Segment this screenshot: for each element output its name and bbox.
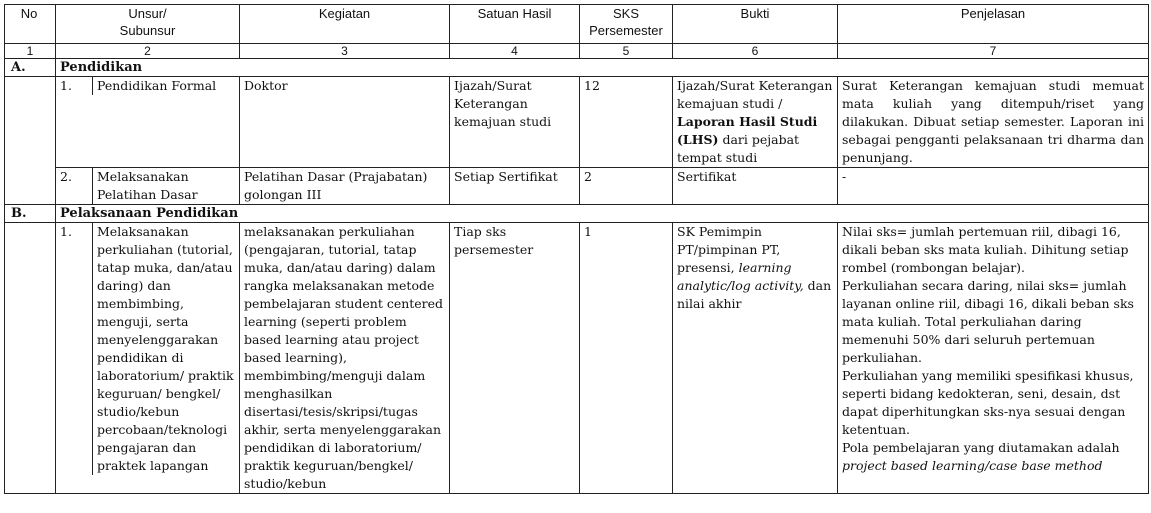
row-a1-penjelasan: Surat Keterangan kemajuan studi memuat mata kuliah yang ditempuh/riset yang dilakukan. Dibuat setiap semester. Laporan ini sebagai pengganti pelaksanaan tri dharma dan penunjang. (838, 77, 1149, 168)
row-b1-unsur-cell (56, 223, 240, 494)
row-b1-no: 1. (56, 223, 93, 475)
row-a1-no: 1. (56, 77, 93, 95)
column-number-row (5, 44, 1149, 59)
column-number-4: 4 (450, 44, 580, 59)
header-row (5, 5, 1149, 44)
section-a-title: Pendidikan (56, 59, 1149, 77)
row-b1-penjelasan-p4: Pola pembelajaran yang diutamakan adalah (842, 440, 1120, 455)
row-b1-bukti (673, 223, 838, 494)
row-b1-penjelasan-p2: Perkuliahan secara daring, nilai sks= jumlah layanan online riil, dibagi 16, dikali beban sks mata kuliah. Total perkuliahan daring memenuhi 50% dari seluruh pertemuan perkuliahan. (842, 278, 1134, 365)
row-b1-unsur: Melaksanakan perkuliahan (tutorial, tatap muka, dan/atau daring) dan membimbing, menguji, serta menyelenggarakan pendidikan di laboratorium/ praktik keguruan/ bengkel/ studio/kebun percobaan/teknologi pengajaran dan praktek lapangan (97, 224, 234, 473)
row-b1-sks: 1 (580, 223, 673, 494)
header-sks-line2: Persemester (589, 23, 663, 38)
section-a-letter: A. (5, 59, 56, 77)
row-b1-bukti-text2: dan nilai akhir (677, 278, 832, 311)
table-row (5, 77, 1149, 168)
row-a2-penjelasan: - (838, 168, 1149, 205)
row-a1-bukti-text2: dari pejabat tempat studi (677, 132, 800, 165)
row-b1-bukti-italic: learning analytic/log activity, (677, 260, 804, 293)
row-b1-penjelasan-p1: Nilai sks= jumlah pertemuan riil, dibagi 16, dikali beban sks mata kuliah. Dihitung setiap rombel (rombongan belajar). (842, 224, 1129, 275)
header-sks (580, 5, 673, 44)
header-bukti-label: Bukti (740, 6, 770, 21)
row-b1-kegiatan: melaksanakan perkuliahan (pengajaran, tutorial, tatap muka, dan/atau daring) dalam rangka melaksanakan metode pembelajaran student centered learning (seperti problem based learning atau project based learning), membimbing/menguji dalam menghasilkan disertasi/tesis/skripsi/tugas akhir, serta menyelenggarakan pendidikan di laboratorium/ praktik keguruan/bengkel/ studio/kebun (240, 223, 450, 494)
row-a1-bukti-bold: Laporan Hasil Studi (LHS) (677, 114, 818, 147)
header-penjelasan (838, 5, 1149, 44)
header-unsur-line2: Subunsur (119, 23, 176, 38)
row-a2-unsur: Melaksanakan Pelatihan Dasar (97, 169, 198, 202)
row-b1-satuan-hasil: Tiap sks persemester (450, 223, 580, 494)
header-satuan-hasil (450, 5, 580, 44)
row-a1-sks: 12 (580, 77, 673, 168)
indent-cell (5, 223, 56, 494)
row-a1-bukti-text1: Ijazah/Surat Keterangan kemajuan studi / (677, 78, 833, 111)
header-penjelasan-label: Penjelasan (960, 6, 1026, 21)
column-number-2: 2 (56, 44, 240, 59)
header-no-label: No (20, 6, 38, 21)
header-unsur (56, 5, 240, 44)
row-a2-unsur-cell (56, 168, 240, 205)
header-kegiatan (240, 5, 450, 44)
table-row (5, 168, 1149, 205)
row-a2-sks: 2 (580, 168, 673, 205)
header-sks-line1: SKS (612, 6, 639, 21)
row-b1-bukti-text1: SK Pemimpin PT/pimpinan PT, presensi, (677, 224, 781, 275)
header-satuan-hasil-label: Satuan Hasil (477, 6, 552, 21)
header-kegiatan-label: Kegiatan (318, 6, 371, 21)
indent-cell (5, 77, 56, 168)
column-number-6: 6 (673, 44, 838, 59)
section-b-letter: B. (5, 205, 56, 223)
header-unsur-line1: Unsur/ (128, 6, 167, 21)
row-a1-bukti (673, 77, 838, 168)
row-b1-penjelasan (838, 223, 1149, 494)
row-a1-kegiatan: Doktor (240, 77, 450, 168)
row-a1-unsur-cell (56, 77, 240, 168)
section-b-header (5, 205, 1149, 223)
row-a2-kegiatan: Pelatihan Dasar (Prajabatan) golongan III (240, 168, 450, 205)
row-b1-penjelasan-p3: Perkuliahan yang memiliki spesifikasi khusus, seperti bidang kedokteran, seni, desain, dst dapat diperhitungkan sks-nya sesuai dengan ketentuan. (842, 368, 1134, 437)
row-a2-bukti: Sertifikat (673, 168, 838, 205)
column-number-5: 5 (580, 44, 673, 59)
row-a2-no: 2. (56, 168, 93, 204)
indent-cell (5, 168, 56, 205)
column-number-7: 7 (838, 44, 1149, 59)
row-b1-penjelasan-p4-italic: project based learning/case base method (842, 458, 1103, 473)
column-number-3: 3 (240, 44, 450, 59)
section-b-title: Pelaksanaan Pendidikan (56, 205, 1149, 223)
column-number-1: 1 (5, 44, 56, 59)
table-row (5, 223, 1149, 494)
section-a-header (5, 59, 1149, 77)
document-table (4, 4, 1149, 494)
row-a1-satuan-hasil: Ijazah/Surat Keterangan kemajuan studi (450, 77, 580, 168)
row-a1-unsur: Pendidikan Formal (97, 78, 217, 93)
row-a2-satuan-hasil: Setiap Sertifikat (450, 168, 580, 205)
header-no (5, 5, 56, 44)
header-bukti (673, 5, 838, 44)
